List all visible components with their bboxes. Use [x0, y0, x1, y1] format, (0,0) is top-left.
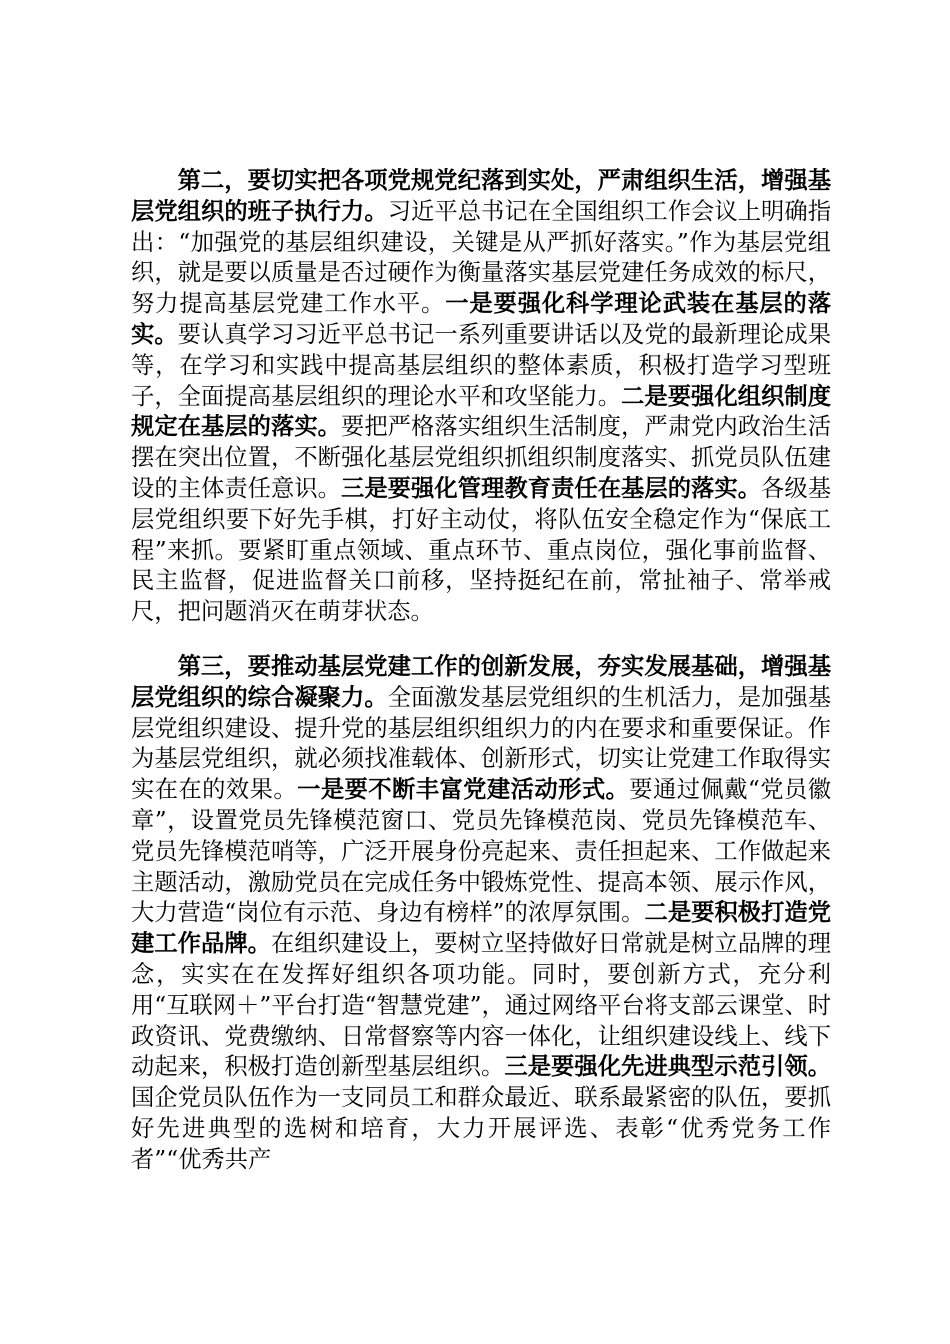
- paragraph-text: 全面激发基层党组织的生机活力，是加强基层党组织建设、提升党的基层组织组织力的内在要求和重要保证。作为基层党组织，就必须找准载体、创新形式，切实让党建工作取得实实在在的效果。: [131, 683, 832, 804]
- subpoint-heading-2: 二是要积极打造党建工作品牌。: [131, 899, 832, 958]
- paragraph-text: 要把严格落实组织生活制度，严肃党内政治生活摆在突出位置，不断强化基层党组织抓组织制度落实、抓党员队伍建设的主体责任意识。: [131, 413, 832, 502]
- paragraph-heading: 第三，要推动基层党建工作的创新发展，夯实发展基础，增强基层党组织的综合凝聚力。: [131, 652, 831, 711]
- paragraph-third-point: [131, 652, 831, 1176]
- paragraph-text: 国企党员队伍作为一支同员工和群众最近、联系最紧密的队伍，要抓好先进典型的选树和培育，大力开展评选、表彰“优秀党务工作者”“优秀共产: [131, 1084, 831, 1173]
- subpoint-heading-2: 二是要强化组织制度规定在基层的落实。: [131, 382, 832, 441]
- document-page: [131, 166, 831, 1176]
- paragraph-text: 要认真学习习近平总书记一系列重要讲话以及党的最新理论成果等，在学习和实践中提高基层组织的整体素质，积极打造学习型班子，全面提高基层组织的理论水平和攻坚能力。: [131, 320, 832, 410]
- paragraph-text: 各级基层党组织要下好先手棋，打好主动仗，将队伍安全稳定作为“保底工程”来抓。要紧盯重点领域、重点环节、重点岗位，强化事前监督、民主监督，促进监督关口前移，坚持挺纪在前，常扯袖子、常举戒尺，把问题消灭在萌芽状态。: [131, 474, 832, 626]
- paragraph-text: 要通过佩戴“党员徽章”，设置党员先锋模范窗口、党员先锋模范岗、党员先锋模范车、党员先锋模范哨等，广泛开展身份亮起来、责任担起来、工作做起来主题活动，激励党员在完成任务中锻炼党性、提高本领、展示作风，大力营造“岗位有示范、身边有榜样”的浓厚氛围。: [131, 776, 832, 927]
- subpoint-heading-1: 一是要强化科学理论武装在基层的落实。: [131, 290, 832, 348]
- paragraph-text: 习近平总书记在全国组织工作会议上明确指出：“加强党的基层组织建设，关键是从严抓好落实。”作为基层党组织，就是要以质量是否过硬作为衡量落实基层党建任务成效的标尺，努力提高基层党建工作水平。: [131, 197, 832, 318]
- paragraph-text: 在组织建设上，要树立坚持做好日常就是树立品牌的理念，实实在在发挥好组织各项功能。同时，要创新方式，充分利用“互联网＋”平台打造“智慧党建”，通过网络平台将支部云课堂、时政资讯、党费缴纳、日常督察等内容一体化，让组织建设线上、线下动起来，积极打造创新型基层组织。: [131, 930, 832, 1081]
- subpoint-heading-3: 三是要强化先进典型示范引领。: [504, 1053, 832, 1081]
- paragraph-heading: 第二，要切实把各项党规党纪落到实处，严肃组织生活，增强基层党组织的班子执行力。: [131, 167, 831, 225]
- paragraph-second-point: [131, 166, 831, 628]
- subpoint-heading-1: 一是要不断丰富党建活动形式。: [297, 776, 630, 804]
- subpoint-heading-3: 三是要强化管理教育责任在基层的落实。: [341, 474, 762, 502]
